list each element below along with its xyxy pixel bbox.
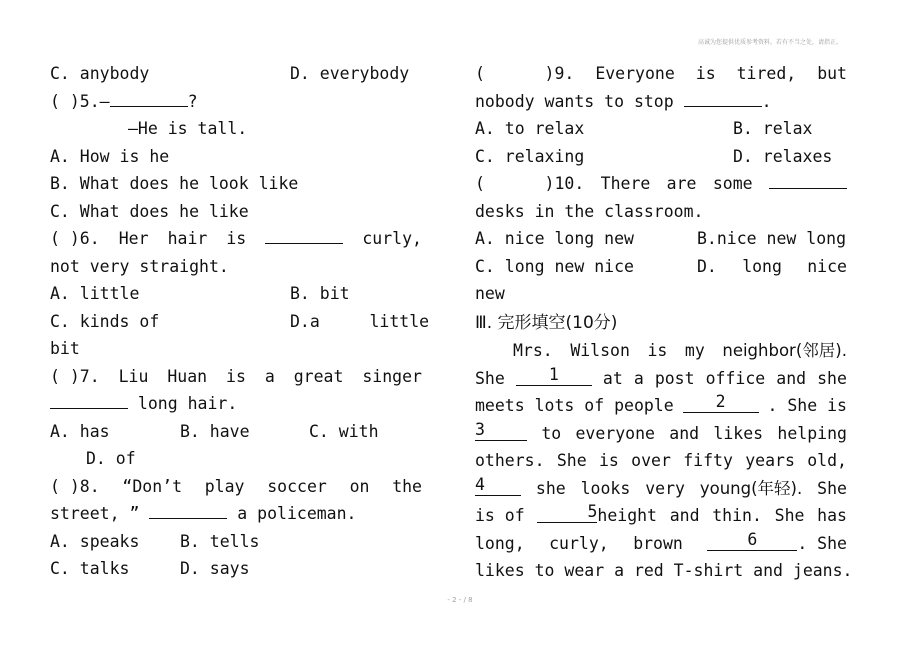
passage-line-5	[475, 447, 847, 475]
q10-option-d-word: long	[742, 256, 782, 276]
q8-word: soccer	[267, 476, 327, 496]
q6-options-ab	[50, 280, 422, 308]
passage-word: old,	[807, 451, 847, 470]
passage-word: and	[669, 423, 700, 443]
passage-text: is of	[475, 506, 525, 525]
q9-word: Everyone	[595, 64, 675, 83]
passage-word: Wilson	[570, 341, 630, 360]
passage-word: years	[745, 451, 795, 470]
passage-word: She	[817, 478, 847, 498]
q9-blank[interactable]	[684, 88, 762, 107]
q6-blank[interactable]	[265, 225, 343, 244]
q7-option-c: C. with	[309, 421, 379, 441]
passage-word: brown	[633, 533, 683, 553]
passage-word: to	[541, 423, 562, 443]
q7-word: Huan	[167, 366, 208, 386]
passage-line-7	[475, 502, 847, 530]
q6-option-d: D.a little	[290, 311, 430, 331]
passage-word: neighbor(邻居).	[722, 341, 847, 360]
passage-word: everyone	[575, 423, 655, 443]
q8-option-b: B. tells	[180, 531, 260, 551]
passage-text: . She is	[767, 396, 847, 415]
q9-options-cd	[475, 143, 847, 171]
q9-option-c: C. relaxing	[475, 146, 585, 166]
passage-word: post	[654, 368, 695, 388]
q8-blank[interactable]	[149, 500, 227, 519]
q9-stem-line2	[475, 88, 847, 116]
q10-options-ab	[475, 225, 847, 253]
q9-line2-end: .	[761, 91, 772, 111]
q10-stem	[475, 170, 847, 198]
q5-option-c: C. What does he like	[50, 201, 249, 221]
q6-option-c: C. kinds of	[50, 311, 160, 331]
q8-options-ab	[50, 528, 422, 556]
q7-options	[50, 418, 422, 446]
passage-word: she	[817, 368, 847, 388]
q7-word: great	[293, 366, 344, 386]
q7-blank[interactable]	[50, 390, 128, 409]
q8-head: street, ”	[50, 504, 140, 523]
q7-option-d: D. of	[86, 449, 136, 468]
q7-number: ( )7.	[50, 366, 100, 386]
q8-number: ( )8.	[50, 476, 100, 496]
passage-word: young(年轻).	[699, 478, 803, 498]
q7-option-a: A. has	[50, 421, 110, 441]
q6-word: hair	[167, 229, 208, 248]
q6-options-cd	[50, 308, 430, 336]
q10-option-d-word: D.	[697, 256, 717, 276]
passage-word: she	[535, 478, 566, 498]
q7-word: singer	[362, 366, 422, 386]
q9-word: is	[695, 64, 716, 83]
page-footer: - 2 - / 8	[447, 596, 473, 604]
q5-end: ?	[187, 91, 198, 111]
q10-word: There	[600, 174, 651, 193]
cloze-blank-2[interactable]: 2	[683, 392, 759, 413]
passage-word: curly,	[549, 533, 609, 553]
cloze-blank-6[interactable]: 6	[707, 530, 797, 551]
passage-word: fifty	[683, 451, 733, 470]
q6-word: Her	[118, 229, 149, 248]
passage-word: helping	[777, 423, 847, 443]
q8-stem-line2	[50, 500, 422, 528]
passage-word: thin.	[712, 506, 762, 525]
passage-word: very	[645, 478, 685, 498]
passage-word: at	[602, 368, 623, 388]
passage-line-8	[475, 530, 847, 558]
passage-word: Mrs.	[513, 341, 553, 360]
passage-line-9: likes to wear a red T-shirt and jeans.	[475, 561, 853, 580]
q10-word: some	[712, 174, 753, 193]
q7-tail: long hair.	[128, 394, 238, 413]
passage-word: a	[633, 368, 644, 388]
q5-answer-line: —He is tall.	[128, 119, 248, 138]
passage-word: likes	[713, 423, 764, 443]
q7-stem-line2	[50, 390, 422, 418]
q6-stem-line2: not very straight.	[50, 256, 229, 276]
q8-word: the	[392, 476, 422, 496]
q8-tail: a policeman.	[237, 504, 357, 523]
q8-options-cd	[50, 555, 422, 583]
header-note: 高诚为您提供优质参考资料，若有不当之处，请指正。	[697, 39, 842, 46]
q5-stem	[50, 88, 422, 116]
passage-word: She	[774, 506, 805, 525]
q10-option-b: B.nice new long	[697, 229, 847, 248]
q7-word: Liu	[118, 366, 149, 386]
passage-line-4	[475, 420, 847, 448]
q10-option-d	[697, 253, 847, 281]
q8-option-d: D. says	[180, 559, 250, 578]
passage-line-3	[475, 392, 847, 420]
passage-word: looks	[580, 478, 631, 498]
q8-word: play	[204, 476, 245, 496]
q8-stem	[50, 473, 422, 501]
section-title: Ⅲ. 完形填空(10分)	[475, 312, 618, 333]
passage-word: and	[669, 506, 700, 525]
q9-line2-text: nobody wants to stop	[475, 91, 674, 111]
q8-word: on	[349, 476, 370, 496]
q4-option-c: C. anybody	[50, 64, 150, 83]
passage-text: . She	[797, 533, 847, 553]
q10-option-d-wrap: new	[475, 284, 505, 303]
q8-word: “Don’t	[122, 476, 183, 496]
q10-option-a: A. nice long new	[475, 229, 634, 248]
passage-text: meets lots of people	[475, 396, 674, 415]
passage-line-6	[475, 475, 847, 503]
q10-option-c: C. long new nice	[475, 256, 634, 276]
right-column	[475, 60, 853, 585]
q7-word: a	[264, 366, 275, 386]
q4-option-d: D. everybody	[290, 64, 410, 83]
q9-word: but	[817, 64, 847, 83]
cloze-blank-5[interactable]: 5	[537, 502, 597, 523]
q10-word: are	[666, 174, 697, 193]
q9-word: tired,	[736, 64, 797, 83]
q5-option-a: A. How is he	[50, 146, 170, 166]
passage-line-1	[475, 337, 847, 365]
passage-word: and	[776, 368, 807, 388]
q9-option-a: A. to relax	[475, 119, 585, 138]
q5-number: ( )5.—	[50, 91, 110, 111]
q5-option-b: B. What does he look like	[50, 174, 299, 193]
q9-option-b: B. relax	[733, 119, 813, 138]
cloze-blank-1[interactable]: 1	[516, 365, 592, 386]
q4-options-cd	[50, 60, 422, 88]
q8-option-c: C. talks	[50, 559, 130, 578]
q10-number: ( )10.	[475, 174, 585, 193]
left-column	[50, 60, 430, 583]
q8-option-a: A. speaks	[50, 531, 140, 551]
q10-stem-line2: desks in the classroom.	[475, 201, 704, 221]
passage-word: my	[684, 341, 705, 360]
q6-option-d-wrap: bit	[50, 339, 80, 358]
passage-word: over	[631, 451, 671, 470]
q9-number: ( )9.	[475, 64, 575, 83]
q9-stem	[475, 60, 847, 88]
q6-word: curly,	[362, 229, 422, 248]
q6-option-a: A. little	[50, 284, 140, 303]
passage-word: long,	[475, 533, 525, 553]
q7-word: is	[226, 366, 246, 386]
passage-word: height	[597, 506, 657, 525]
passage-word: She	[475, 368, 505, 388]
q7-stem	[50, 363, 422, 391]
passage-word: office	[705, 368, 766, 388]
cloze-blank-4[interactable]: 4	[475, 475, 521, 496]
q9-options-ab	[475, 115, 847, 143]
passage-word: She	[556, 451, 587, 470]
passage-word: others.	[475, 451, 545, 470]
q10-option-d-word: nice	[807, 256, 847, 276]
q6-option-b: B. bit	[290, 284, 350, 303]
q10-options-cd	[475, 253, 847, 281]
passage-word: is	[598, 451, 619, 470]
q7-option-b: B. have	[180, 421, 250, 441]
passage-word: has	[817, 506, 847, 525]
cloze-blank-3[interactable]: 3	[475, 420, 527, 441]
passage-line-2	[475, 365, 847, 393]
q10-blank[interactable]	[769, 170, 847, 189]
q6-number: ( )6.	[50, 229, 100, 248]
passage-word: is	[647, 341, 668, 360]
q6-stem	[50, 225, 422, 253]
q6-word: is	[226, 229, 247, 248]
q9-option-d: D. relaxes	[733, 146, 833, 166]
q5-blank[interactable]	[110, 88, 188, 107]
